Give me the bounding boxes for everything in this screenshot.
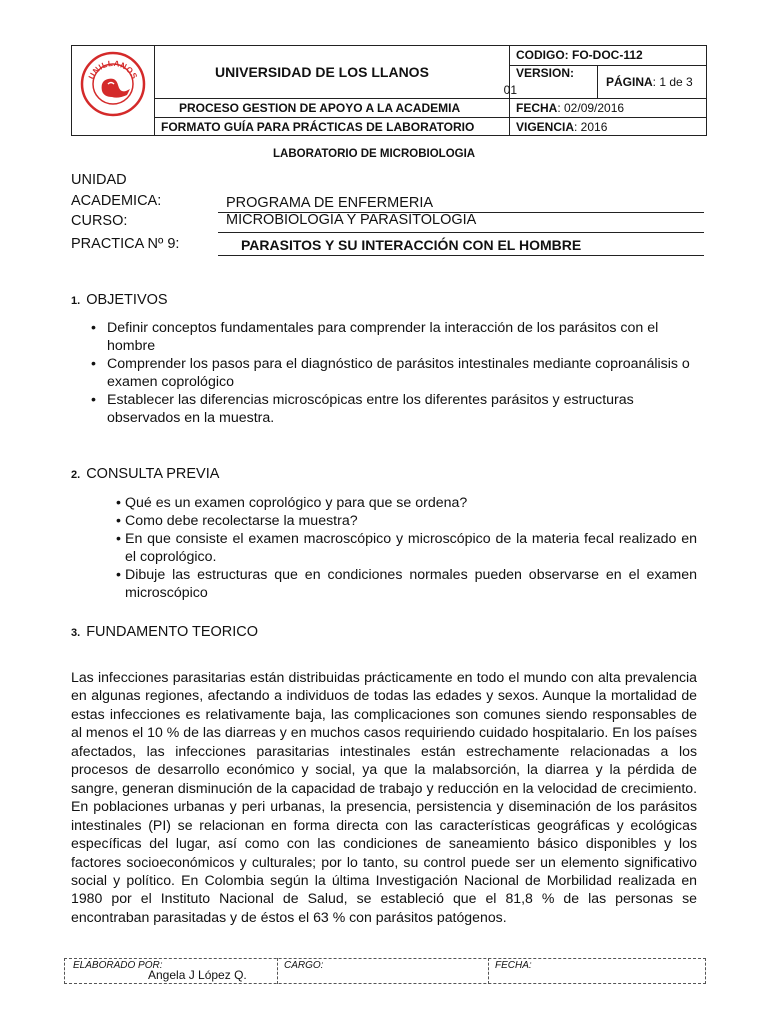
version-label: VERSION: (516, 66, 575, 80)
header-divider (154, 45, 155, 136)
practica-label: PRACTICA Nº 9: (71, 236, 180, 252)
curso-value: MICROBIOLOGIA Y PARASITOLOGIA (226, 212, 477, 228)
fecha-field (516, 101, 624, 115)
header-divider (154, 117, 707, 118)
cargo-label: CARGO: (284, 960, 324, 971)
section-title: FUNDAMENTO TEORICO (86, 624, 259, 640)
university-name: UNIVERSIDAD DE LOS LLANOS (215, 64, 429, 80)
list-item: • Dibuje las estructuras que en condiciones normales pueden observarse en el examen microscópico (116, 566, 697, 602)
list-item: • Definir conceptos fundamentales para comprender la interacción de los parásitos con el hombre (91, 319, 703, 355)
section-consulta-heading (71, 466, 219, 482)
vigencia-value: : 2016 (574, 120, 608, 134)
fecha-value: : 02/09/2016 (557, 101, 625, 115)
pagina-label: PÁGINA (606, 75, 653, 89)
elaborado-value: Angela J López Q. (148, 968, 247, 982)
codigo-label: CODIGO: FO-DOC-112 (516, 48, 643, 62)
fecha-label: FECHA (516, 101, 558, 115)
version-value: 01 (503, 83, 517, 97)
academica-label: ACADEMICA: (71, 193, 162, 209)
elaborado-label: ELABORADO POR: (73, 960, 163, 971)
section-number: 2. (71, 469, 81, 481)
university-logo (80, 51, 146, 117)
list-item: • Qué es un examen coprológico y para que se ordena? (116, 494, 697, 512)
practica-value: PARASITOS Y SU INTERACCIÓN CON EL HOMBRE (241, 237, 582, 253)
objetivos-list (91, 319, 703, 427)
list-item: • En que consiste el examen macroscópico y microscópico de la materia fecal realizado en el coprológico. (116, 530, 697, 566)
unidad-label: UNIDAD (71, 172, 127, 188)
svg-text:UNILLANOS: UNILLANOS (86, 58, 140, 81)
underline (218, 232, 704, 233)
fundamento-paragraph: Las infecciones parasitarias están distribuidas prácticamente en todo el mundo con alta prevalencia en algunas regiones, afectando a individuos de todas las edades y sexos. Aunque la mortalidad de estas infecciones es relativamente baja, las complicaciones son comunes siendo responsables de al menos el 10 % de las diarreas y en muchos casos requiriendo cuidado hospitalario. En los países afectados, las infecciones parasitarias intestinales están estrechamente relacionadas a los procesos de desarrollo económico y social, ya que la malabsorción, la diarrea y la pérdida de sangre, generan disminución de la capacidad de trabajo y reducción en la velocidad de crecimiento. En poblaciones urbanas y peri urbanas, la presencia, persistencia y diseminación de los parásitos intestinales (PI) se relacionan en forma directa con las características geográficas y ecológicas específicas del lugar, así como con las condiciones de saneamiento básico disponibles y los factores socioeconómicos y culturales; por lo tanto, su control puede ser un elemento significativo social y político. En Colombia según la última Investigación Nacional de Morbilidad realizada en 1980 por el Instituto Nacional de Salud, se estableció que el 81,8 % de las personas se encontraban parasitadas y de éstos el 63 % con parásitos patógenos. (71, 669, 697, 925)
section-fundamento-heading (71, 624, 258, 640)
footer-divider (277, 958, 278, 984)
consulta-list (116, 494, 697, 602)
lab-title: LABORATORIO DE MICROBIOLOGIA (273, 148, 476, 160)
process-name: PROCESO GESTION DE APOYO A LA ACADEMIA (179, 101, 461, 115)
header-divider (154, 98, 707, 99)
header-divider (597, 65, 598, 98)
section-objetivos-heading (71, 292, 168, 308)
vigencia-field (516, 120, 607, 134)
academica-value: PROGRAMA DE ENFERMERIA (226, 195, 434, 211)
section-title: CONSULTA PREVIA (86, 466, 220, 482)
underline (218, 255, 704, 256)
section-title: OBJETIVOS (86, 292, 168, 308)
vigencia-label: VIGENCIA (516, 120, 575, 134)
pagina-field (606, 75, 693, 89)
format-name: FORMATO GUÍA PARA PRÁCTICAS DE LABORATORIO (161, 120, 475, 134)
curso-label: CURSO: (71, 213, 128, 229)
list-item: • Como debe recolectarse la muestra? (116, 512, 697, 530)
list-item: • Establecer las diferencias microscópicas entre los diferentes parásitos y estructuras observados en la muestra. (91, 391, 703, 427)
list-item: • Comprender los pasos para el diagnóstico de parásitos intestinales mediante coproanálisis o examen coprológico (91, 355, 703, 391)
pagina-value: : 1 de 3 (652, 75, 693, 89)
footer-divider (488, 958, 489, 984)
section-number: 3. (71, 627, 81, 639)
section-number: 1. (71, 295, 81, 307)
footer-fecha-label: FECHA: (495, 960, 532, 971)
